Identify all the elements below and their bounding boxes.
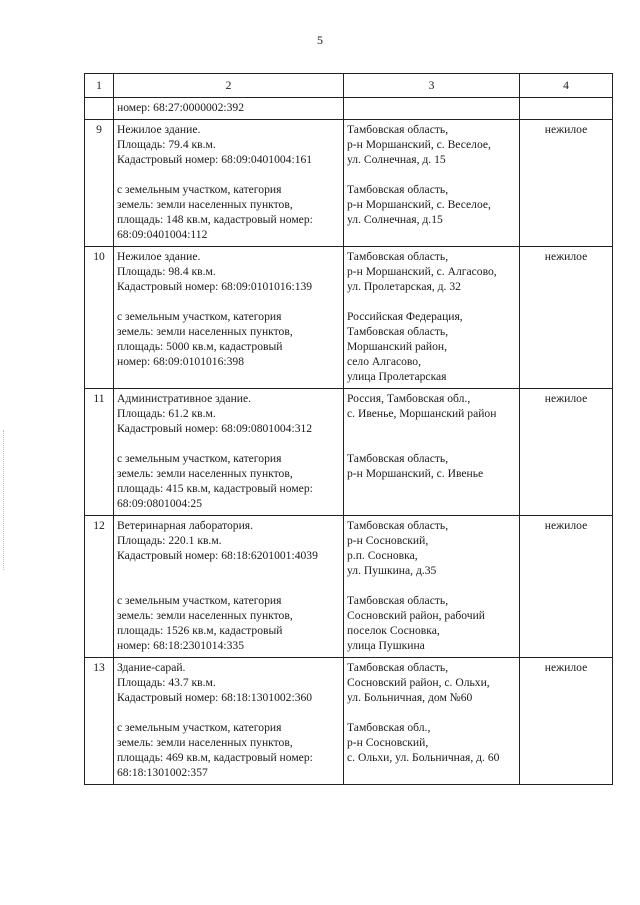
table-row bbox=[85, 658, 613, 785]
land-address: Тамбовская обл., р-н Сосновский, с. Ольхи, ул. Больничная, д. 60 bbox=[347, 721, 500, 764]
property-table bbox=[84, 73, 613, 785]
object-type: нежилое bbox=[520, 247, 613, 389]
table-row bbox=[85, 120, 613, 247]
building-address: Тамбовская область, Сосновский район, с. Ольхи, ул. Больничная, дом №60 bbox=[347, 661, 490, 704]
page-number: 5 bbox=[317, 33, 323, 47]
land-description: с земельным участком, категория земель: земли населенных пунктов, площадь: 469 кв.м, кадастровый номер: 68:18:1301002:357 bbox=[117, 721, 313, 779]
row-number: 13 bbox=[85, 658, 114, 785]
object-description bbox=[114, 389, 344, 516]
building-address: Тамбовская область, р-н Моршанский, с. Веселое, ул. Солнечная, д. 15 bbox=[347, 123, 491, 166]
land-address: Тамбовская область, Сосновский район, рабочий поселок Сосновка, улица Пушкина bbox=[347, 594, 485, 652]
row-number: 9 bbox=[85, 120, 114, 247]
table-header-row bbox=[85, 74, 613, 98]
building-description: Ветеринарная лаборатория. Площадь: 220.1 кв.м. Кадастровый номер: 68:18:6201001:4039 bbox=[117, 519, 318, 562]
row-number bbox=[85, 98, 114, 120]
land-description: с земельным участком, категория земель: земли населенных пунктов, площадь: 148 кв.м, кадастровый номер: 68:09:0401004:112 bbox=[117, 183, 313, 241]
building-description: Нежилое здание. Площадь: 98.4 кв.м. Кадастровый номер: 68:09:0101016:139 bbox=[117, 250, 313, 293]
table-row bbox=[85, 389, 613, 516]
column-header-1: 1 bbox=[85, 74, 114, 98]
object-address bbox=[344, 98, 520, 120]
column-header-2: 2 bbox=[114, 74, 344, 98]
object-address bbox=[344, 658, 520, 785]
object-type: нежилое bbox=[520, 658, 613, 785]
object-address bbox=[344, 247, 520, 389]
object-address bbox=[344, 120, 520, 247]
land-description: с земельным участком, категория земель: земли населенных пунктов, площадь: 415 кв.м, кадастровый номер: 68:09:0801004:25 bbox=[117, 452, 313, 510]
object-type: нежилое bbox=[520, 389, 613, 516]
building-description: Нежилое здание. Площадь: 79.4 кв.м. Кадастровый номер: 68:09:0401004:161 bbox=[117, 123, 313, 166]
row-number: 12 bbox=[85, 516, 114, 658]
land-description: с земельным участком, категория земель: земли населенных пунктов, площадь: 5000 кв.м, кадастровый номер: 68:09:0101016:398 bbox=[117, 310, 293, 368]
margin-mark bbox=[3, 430, 6, 570]
object-address bbox=[344, 516, 520, 658]
table-row bbox=[85, 516, 613, 658]
land-description: с земельным участком, категория земель: земли населенных пунктов, площадь: 1526 кв.м, кадастровый номер: 68:18:2301014:335 bbox=[117, 594, 293, 652]
object-address bbox=[344, 389, 520, 516]
building-address: Россия, Тамбовская обл., с. Ивенье, Моршанский район bbox=[347, 392, 497, 420]
building-description: Здание-сарай. Площадь: 43.7 кв.м. Кадастровый номер: 68:18:1301002:360 bbox=[117, 661, 313, 704]
object-description bbox=[114, 98, 344, 120]
object-description bbox=[114, 120, 344, 247]
object-description bbox=[114, 658, 344, 785]
object-description bbox=[114, 247, 344, 389]
row-number: 10 bbox=[85, 247, 114, 389]
building-address: Тамбовская область, р-н Сосновский, р.п. Сосновка, ул. Пушкина, д.35 bbox=[347, 519, 449, 577]
row-number: 11 bbox=[85, 389, 114, 516]
continuation-text: номер: 68:27:0000002:392 bbox=[117, 101, 244, 114]
building-description: Административное здание. Площадь: 61.2 кв.м. Кадастровый номер: 68:09:0801004:312 bbox=[117, 392, 313, 435]
table-row bbox=[85, 247, 613, 389]
table-row-continuation bbox=[85, 98, 613, 120]
land-address: Тамбовская область, р-н Моршанский, с. Ивенье bbox=[347, 452, 484, 480]
object-description bbox=[114, 516, 344, 658]
building-address: Тамбовская область, р-н Моршанский, с. Алгасово, ул. Пролетарская, д. 32 bbox=[347, 250, 497, 293]
land-address: Российская Федерация, Тамбовская область, Моршанский район, село Алгасово, улица Пролетарская bbox=[347, 310, 463, 383]
column-header-4: 4 bbox=[520, 74, 613, 98]
object-type: нежилое bbox=[520, 516, 613, 658]
object-type bbox=[520, 98, 613, 120]
object-type: нежилое bbox=[520, 120, 613, 247]
land-address: Тамбовская область, р-н Моршанский, с. Веселое, ул. Солнечная, д.15 bbox=[347, 183, 491, 226]
column-header-3: 3 bbox=[344, 74, 520, 98]
